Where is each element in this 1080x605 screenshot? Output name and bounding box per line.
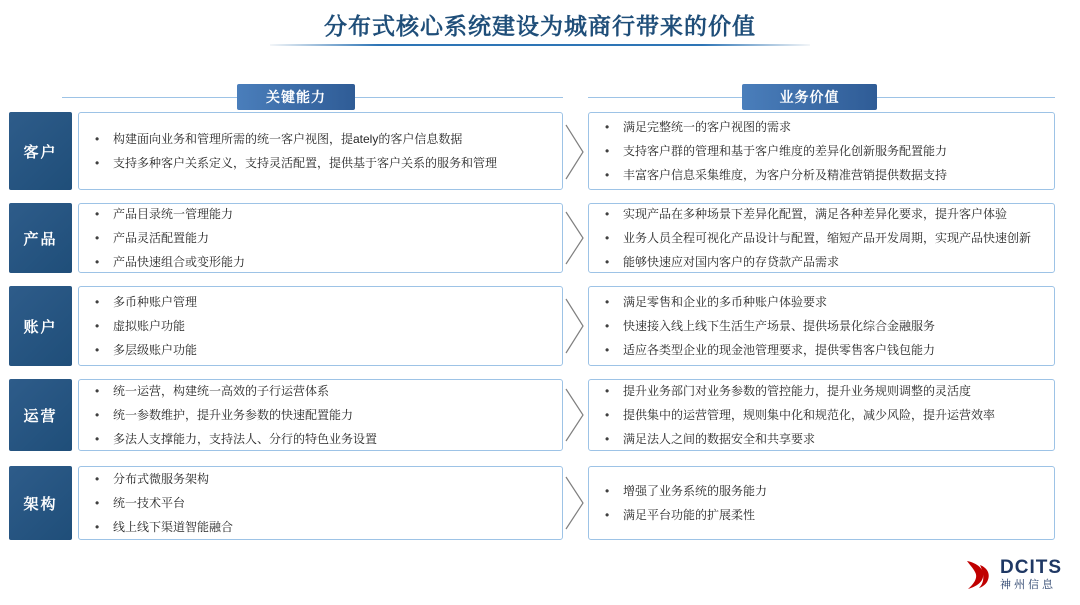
- row-right-box-product: [588, 203, 1055, 273]
- list-item: • 产品灵活配置能力: [79, 228, 562, 248]
- list-item: • 产品目录统一管理能力: [79, 204, 562, 224]
- row-left-box-customer: [78, 112, 563, 190]
- flow-arrow-icon: [565, 388, 585, 442]
- logo-text-en: DCITS: [1000, 557, 1062, 578]
- list-item: • 统一技术平台: [79, 493, 562, 513]
- bullet-list: [79, 113, 562, 189]
- row-right-box-customer: [588, 112, 1055, 190]
- right-header-rule-end: [877, 97, 1055, 98]
- list-item: • 虚拟账户功能: [79, 316, 562, 336]
- list-item: • 多层级账户功能: [79, 340, 562, 360]
- list-item: • 线上线下渠道智能融合: [79, 517, 562, 537]
- list-item: • 统一参数维护，提升业务参数的快速配置能力: [79, 405, 562, 425]
- list-item: • 快速接入线上线下生活生产场景、提供场景化综合金融服务: [589, 316, 1054, 336]
- logo-text-cn: 神州信息: [1000, 579, 1056, 591]
- list-item: • 提升业务部门对业务参数的管控能力，提升业务规则调整的灵活度: [589, 381, 1054, 401]
- bullet-list: [589, 380, 1054, 450]
- row-label-account: 账户: [9, 286, 72, 366]
- list-item: • 满足平台功能的扩展柔性: [589, 505, 1054, 525]
- list-item: • 满足法人之间的数据安全和共享要求: [589, 429, 1054, 449]
- list-item: • 支持多种客户关系定义，支持灵活配置，提供基于客户关系的服务和管理: [79, 153, 562, 173]
- row-right-box-operations: [588, 379, 1055, 451]
- list-item: • 多法人支撑能力，支持法人、分行的特色业务设置: [79, 429, 562, 449]
- bullet-list: [589, 204, 1054, 272]
- row-left-box-architecture: [78, 466, 563, 540]
- left-header-rule-start: [62, 97, 237, 98]
- row-label-product: 产品: [9, 203, 72, 273]
- list-item: • 分布式微服务架构: [79, 469, 562, 489]
- list-item: • 能够快速应对国内客户的存贷款产品需求: [589, 252, 1054, 272]
- bullet-list: [589, 467, 1054, 539]
- row-left-box-operations: [78, 379, 563, 451]
- list-item: • 多币种账户管理: [79, 292, 562, 312]
- list-item: • 支持客户群的管理和基于客户维度的差异化创新服务配置能力: [589, 141, 1054, 161]
- left-header-rule-end: [355, 97, 563, 98]
- page-title-text: 分布式核心系统建设为城商行带来的价值: [324, 13, 756, 39]
- right-header-rule-start: [588, 97, 742, 98]
- logo-text: [1000, 558, 1062, 591]
- bullet-list: [79, 380, 562, 450]
- list-item: • 构建面向业务和管理所需的统一客户视图，提ately的客户信息数据: [79, 129, 562, 149]
- page-title: [0, 8, 1080, 47]
- bullet-list: [589, 113, 1054, 189]
- bullet-list: [589, 287, 1054, 365]
- column-header-business-value: 业务价值: [742, 84, 877, 110]
- row-left-box-account: [78, 286, 563, 366]
- row-right-box-account: [588, 286, 1055, 366]
- list-item: • 增强了业务系统的服务能力: [589, 481, 1054, 501]
- row-label-customer: 客户: [9, 112, 72, 190]
- list-item: • 满足完整统一的客户视图的需求: [589, 117, 1054, 137]
- bullet-list: [79, 467, 562, 539]
- list-item: • 丰富客户信息采集维度，为客户分析及精准营销提供数据支持: [589, 165, 1054, 185]
- row-label-operations: 运营: [9, 379, 72, 451]
- row-left-box-product: [78, 203, 563, 273]
- list-item: • 提供集中的运营管理，规则集中化和规范化，减少风险，提升运营效率: [589, 405, 1054, 425]
- company-logo: [963, 558, 1062, 591]
- column-header-key-capability: 关键能力: [237, 84, 355, 110]
- list-item: • 产品快速组合或变形能力: [79, 252, 562, 272]
- list-item: • 适应各类型企业的现金池管理要求，提供零售客户钱包能力: [589, 340, 1054, 360]
- flow-arrow-icon: [565, 298, 585, 354]
- bullet-list: [79, 287, 562, 365]
- list-item: • 业务人员全程可视化产品设计与配置，缩短产品开发周期，实现产品快速创新: [589, 228, 1054, 248]
- row-label-architecture: 架构: [9, 466, 72, 540]
- bullet-list: [79, 204, 562, 272]
- flow-arrow-icon: [565, 124, 585, 180]
- list-item: • 统一运营，构建统一高效的子行运营体系: [79, 381, 562, 401]
- flow-arrow-icon: [565, 211, 585, 265]
- flow-arrow-icon: [565, 476, 585, 530]
- list-item: • 满足零售和企业的多币种账户体验要求: [589, 292, 1054, 312]
- list-item: • 实现产品在多种场景下差异化配置，满足各种差异化要求，提升客户体验: [589, 204, 1054, 224]
- row-right-box-architecture: [588, 466, 1055, 540]
- title-underline: [270, 44, 810, 46]
- dcits-logo-icon: [963, 559, 993, 591]
